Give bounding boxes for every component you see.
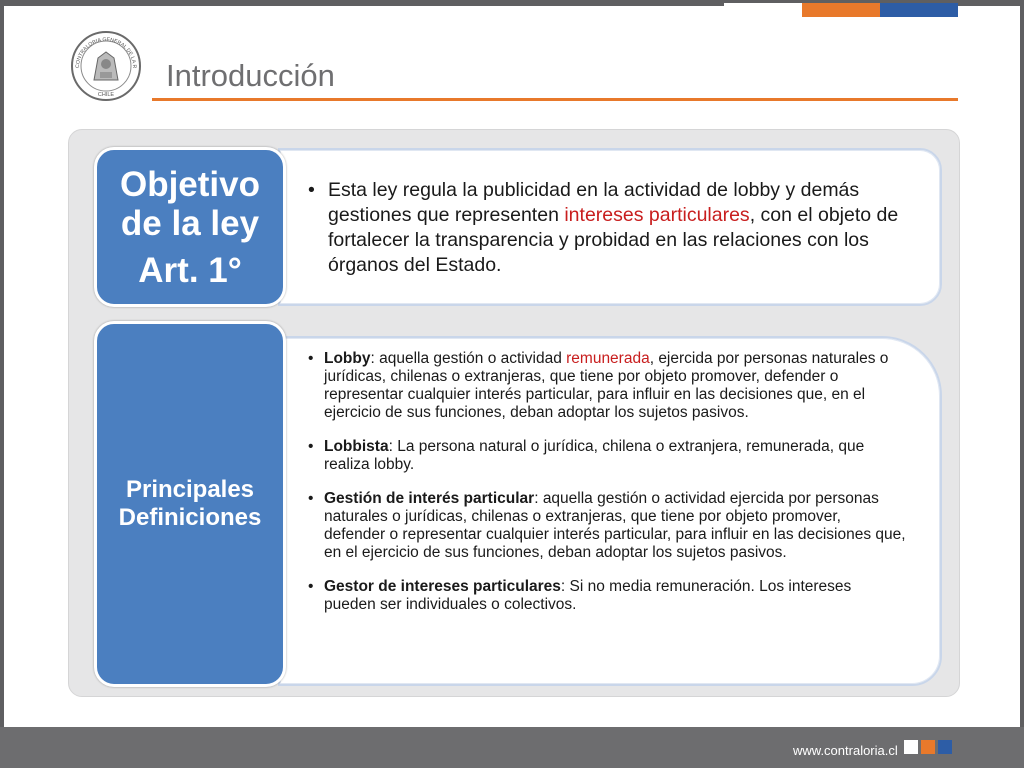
bullet-icon: • bbox=[308, 179, 315, 201]
bullet-icon: • bbox=[308, 350, 314, 367]
left-frame-bar bbox=[0, 0, 4, 768]
definitions-heading: Principales Definiciones bbox=[118, 476, 262, 531]
definitions-list bbox=[308, 350, 906, 630]
footer-square-blue bbox=[938, 740, 952, 754]
highlight-text: intereses particulares bbox=[564, 204, 750, 226]
objective-heading-box bbox=[94, 147, 286, 307]
contraloria-seal-icon bbox=[70, 30, 142, 102]
definition-item: • Gestión de interés particular: aquella gestión o actividad ejercida por personas naturales o jurídicas, chilenas o extranjeras, que tiene por objeto promover, defender o representar cualquier interés particular, para influir en las decisiones que, en el ejercicio de sus funciones, deban adoptar los sujetos pasivos. bbox=[308, 490, 906, 561]
footer-square-orange bbox=[921, 740, 935, 754]
title-underline bbox=[152, 98, 958, 101]
footer-url[interactable]: www.contraloria.cl bbox=[793, 743, 898, 758]
header-stripe-blue bbox=[880, 3, 958, 17]
definition-item: • Lobbista: La persona natural o jurídica, chilena o extranjera, remunerada, que realiza lobby. bbox=[308, 438, 865, 473]
objective-paragraph bbox=[308, 178, 908, 278]
bullet-icon: • bbox=[308, 490, 314, 507]
footer-square-white bbox=[904, 740, 918, 754]
definition-item: • Lobby: aquella gestión o actividad remunerada, ejercida por personas naturales o jurídicas, chilenas o extranjeras, que tiene por objeto promover, defender o representar cualquier interés particular, para influir en las decisiones que, en el ejercicio de sus funciones, deban adoptar los sujetos pasivos. bbox=[308, 350, 889, 421]
objective-heading: Objetivo de la ley bbox=[119, 164, 261, 243]
definition-term: Lobbista bbox=[324, 438, 389, 455]
definition-term: Lobby bbox=[324, 350, 371, 367]
highlight-text: remunerada bbox=[566, 350, 650, 367]
header-stripe-white bbox=[724, 3, 802, 6]
right-frame-bar bbox=[1020, 0, 1024, 768]
bullet-icon: • bbox=[308, 438, 314, 455]
bullet-icon: • bbox=[308, 578, 314, 595]
article-label: Art. 1° bbox=[138, 250, 242, 290]
slide-title: Introducción bbox=[166, 58, 335, 93]
definition-term: Gestor de intereses particulares bbox=[324, 578, 561, 595]
header-stripe-orange bbox=[802, 3, 880, 17]
definition-term: Gestión de interés particular bbox=[324, 490, 535, 507]
svg-text:CHILE: CHILE bbox=[97, 92, 115, 98]
svg-text:CONTRALORIA GENERAL DE LA REPU: CONTRALORIA GENERAL DE LA R bbox=[74, 36, 138, 69]
definition-item: • Gestor de intereses particulares: Si no media remuneración. Los intereses pueden ser individuales o colectivos. bbox=[308, 578, 852, 613]
objective-text: Esta ley regula la publicidad en la actividad de lobby y demás gestiones que representen intereses particulares, con el objeto de fortalecer la transparencia y probidad en las relaciones con los órganos del Estado. bbox=[328, 179, 899, 276]
definitions-heading-box bbox=[94, 321, 286, 687]
